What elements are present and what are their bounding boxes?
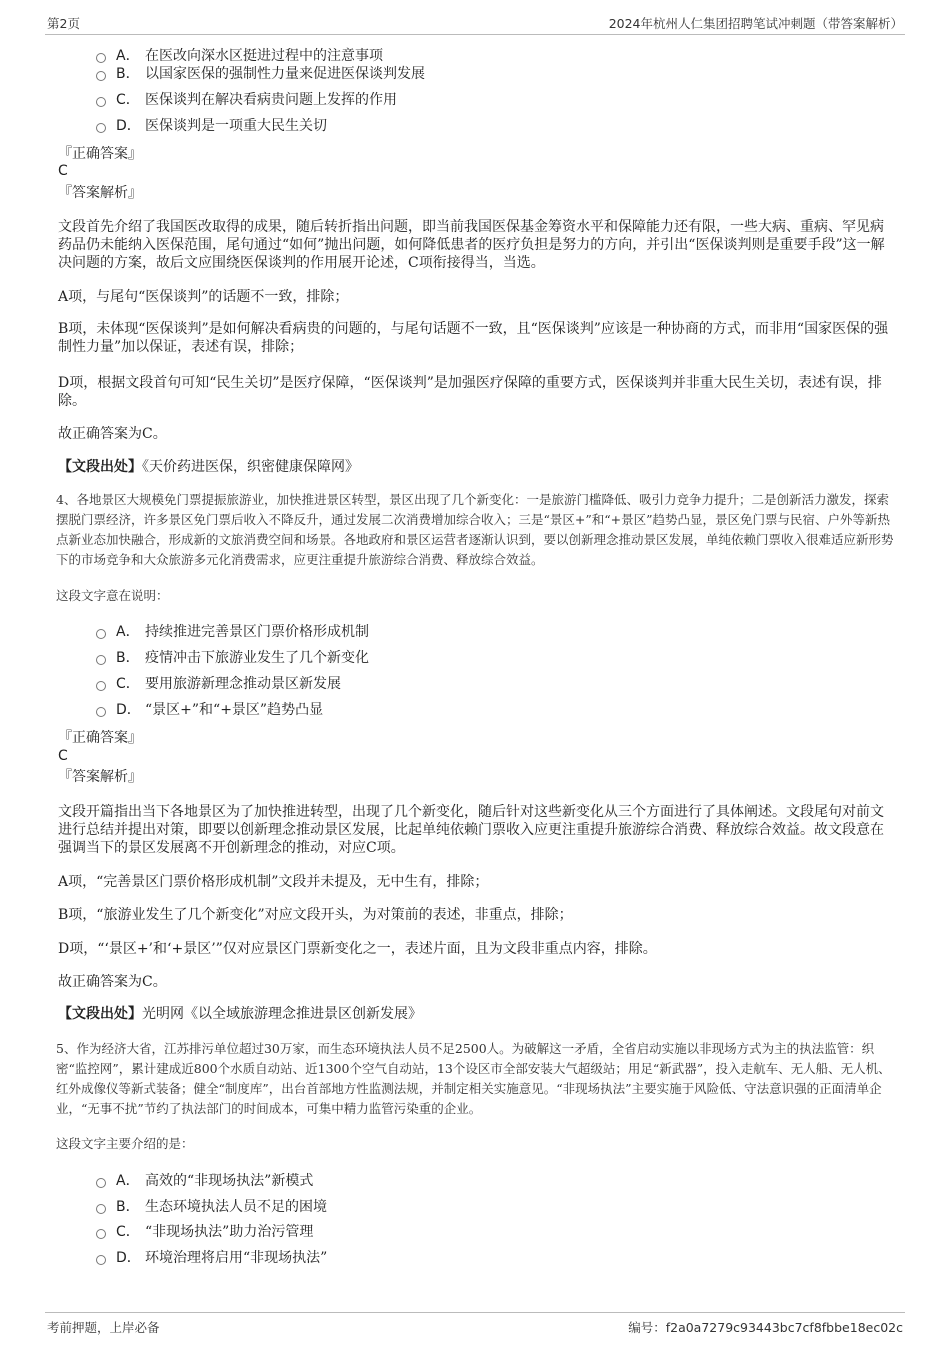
radio-icon[interactable]: [96, 1229, 106, 1239]
radio-icon[interactable]: [96, 1255, 106, 1265]
q3-note-b: B项，未体现“医保谈判”是如何解决看病贵的问题的，与尾句话题不一致，且“医保谈判”应该是一种协商的方式，而非用“国家医保的强制性力量”加以保证，表述有误，排除；: [58, 321, 889, 355]
radio-icon[interactable]: [96, 1178, 106, 1188]
q4-stem: 这段文字意在说明：: [56, 588, 169, 603]
q3-answer: C: [58, 163, 68, 179]
q4-analysis: 文段开篇指出当下各地景区为了加快推进转型，出现了几个新变化，随后针对这些新变化从三个方面进行了具体阐述。文段尾句对前文进行总结并提出对策，即要以创新理念推动景区发展，比起单纯依赖门票收入应更注重提升旅游综合消费、释放综合效益。故文段意在强调当下的景区发展离不开创新理念的推动，对应C项。: [58, 804, 884, 856]
radio-icon[interactable]: [96, 681, 106, 691]
q5-question: 5、作为经济大省，江苏排污单位超过30万家，而生态环境执法人员不足2500人。为破解这一矛盾，全省启动实施以非现场方式为主的执法监管：织密“监控网”，累计建成近800个水质自动站、近1300个空气自动站，13个设区市全部安装大气超级站；用足“新武器”，投入走航车、无人船、无人机、红外成像仪等新式装备；健全“制度库”，出台首部地方性监测法规，并制定相关实施意见。“非现场执法”主要实施于风险低、守法意识强的正面清单企业，“无事不扰”节约了执法部门的时间成本，可集中精力监管污染重的企业。: [56, 1041, 891, 1116]
page-header: [45, 14, 905, 35]
radio-icon[interactable]: [96, 123, 106, 133]
q3-answer-label: 『正确答案』: [58, 146, 142, 162]
radio-icon[interactable]: [96, 53, 106, 63]
q4-note-b: B项，“旅游业发生了几个新变化”对应文段开头，为对策前的表述，非重点，排除；: [58, 907, 573, 923]
q4-note-d: D项，“‘景区+’和‘+景区’”仅对应景区门票新变化之一，表述片面，且为文段非重点内容，排除。: [58, 941, 657, 957]
radio-icon[interactable]: [96, 655, 106, 665]
q4-answer-label: 『正确答案』: [58, 730, 142, 746]
radio-icon[interactable]: [96, 629, 106, 639]
radio-icon[interactable]: [96, 1204, 106, 1214]
radio-icon[interactable]: [96, 71, 106, 81]
q3-note-d: D项，根据文段首句可知“民生关切”是医疗保障，“医保谈判”是加强医疗保障的重要方式，医保谈判并非重大民生关切，表述有误，排除。: [58, 375, 882, 409]
q4-question: 4、各地景区大规模免门票提振旅游业，加快推进景区转型，景区出现了几个新变化：一是旅游门槛降低、吸引力竞争力提升；二是创新活力激发，探索摆脱门票经济，许多景区免门票后收入不降反升，通过发展二次消费增加综合收入；三是“景区+”和“+景区”趋势凸显，景区免门票与民宿、户外等新热点新业态加快融合，形成新的文旅消费空间和场景。各地政府和景区运营者逐渐认识到，要以创新理念推动景区发展，单纯依赖门票收入很难适应新形势下的市场竞争和大众旅游多元化消费需求，应更注重提升旅游综合消费、释放综合效益。: [56, 492, 894, 567]
q5-stem: 这段文字主要介绍的是：: [56, 1136, 194, 1151]
radio-icon[interactable]: [96, 97, 106, 107]
document-id: 编号：f2a0a7279c93443bc7cf8fbbe18ec02c: [628, 1320, 903, 1335]
q4-analysis-label: 『答案解析』: [58, 769, 142, 785]
q4-answer: C: [58, 748, 68, 764]
page-footer: [45, 1312, 905, 1337]
q3-source: 【文段出处】《天价药进医保，织密健康保障网》: [58, 459, 359, 475]
document-title: 2024年杭州人仁集团招聘笔试冲刺题（带答案解析）: [608, 16, 903, 31]
q3-analysis-label: 『答案解析』: [58, 185, 142, 201]
q4-conclusion: 故正确答案为C。: [58, 974, 167, 990]
page-number: 第2页: [47, 16, 80, 31]
footer-slogan: 考前押题，上岸必备: [47, 1320, 160, 1335]
q3-note-a: A项，与尾句“医保谈判”的话题不一致，排除；: [58, 289, 349, 305]
q3-analysis: 文段首先介绍了我国医改取得的成果，随后转折指出问题，即当前我国医保基金筹资水平和保障能力还有限，一些大病、重病、罕见病药品仍未能纳入医保范围，尾句通过“如何”抛出问题，如何降低患者的医疗负担是努力的方向，并引出“医保谈判则是重要手段”这一解决问题的方案，故后文应围绕医保谈判的作用展开论述，C项衔接得当，当选。: [58, 219, 885, 271]
radio-icon[interactable]: [96, 707, 106, 717]
q3-conclusion: 故正确答案为C。: [58, 426, 167, 442]
q4-note-a: A项，“完善景区门票价格形成机制”文段并未提及，无中生有，排除；: [58, 874, 489, 890]
q4-source: 【文段出处】光明网《以全域旅游理念推进景区创新发展》: [58, 1006, 422, 1022]
